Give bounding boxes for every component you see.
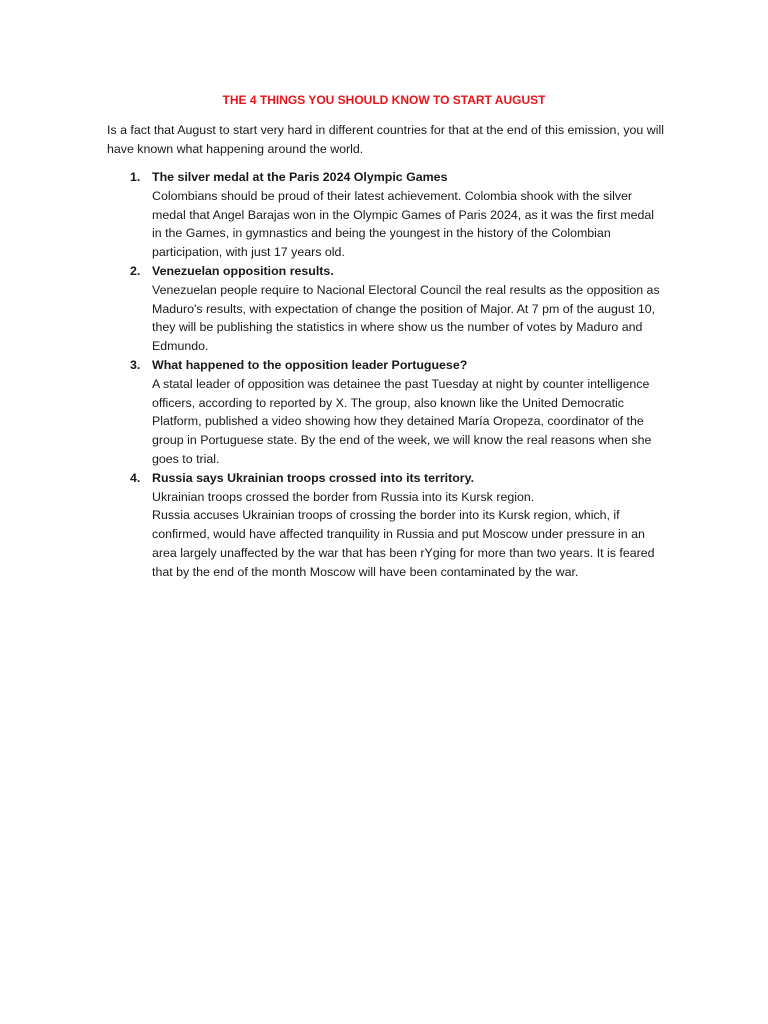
- item-heading: What happened to the opposition leader Portuguese?: [152, 357, 468, 372]
- item-heading: The silver medal at the Paris 2024 Olympic Games: [152, 170, 448, 184]
- list-item: [107, 469, 667, 582]
- item-paragraph: Colombians should be proud of their latest achievement. Colombia shook with the silver medal that Angel Barajas won in the Olympic Games of Paris 2024, as it was the first medal in the Games, in gymnastics and being the youngest in the history of the Colombian participation, with just 17 years old.: [152, 188, 655, 260]
- numbered-list: [107, 168, 667, 582]
- item-paragraph: Venezuelan people require to Nacional Electoral Council the real results as the opposition as Maduro's results, with expectation of change the position of Major. At 7 pm of the august 10, they will be publishing the statistics in where show us the number of votes by Maduro and Edmundo.: [152, 282, 660, 354]
- item-heading: Venezuelan opposition results.: [152, 263, 334, 278]
- document-title: THE 4 THINGS YOU SHOULD KNOW TO START AUGUST: [222, 93, 546, 107]
- list-item: [107, 168, 667, 262]
- item-number: 1.: [130, 170, 141, 184]
- list-item: [107, 356, 667, 469]
- item-paragraph: A statal leader of opposition was detainee the past Tuesday at night by counter intelligence officers, according to reported by X. The group, also known like the United Democratic Platform, published a video showing how they detained María Oropeza, coordinator of the group in Portuguese state. By the end of the week, we will know the real reasons when she goes to trial.: [152, 376, 652, 466]
- item-paragraph: Russia accuses Ukrainian troops of crossing the border into its Kursk region, which, if confirmed, would have affected tranquility in Russia and put Moscow under pressure in an area largely unaffected by the war that has been rYging for more than two years. It is feared that by the end of the month Moscow will have been contaminated by the war.: [152, 508, 655, 579]
- item-number: 3.: [130, 357, 141, 372]
- item-paragraph: Ukrainian troops crossed the border from Russia into its Kursk region.: [152, 489, 535, 504]
- intro-paragraph: Is a fact that August to start very hard in different countries for that at the end of this emission, you will have known what happening around the world.: [107, 123, 664, 156]
- item-heading: Russia says Ukrainian troops crossed into its territory.: [152, 470, 475, 485]
- item-number: 2.: [130, 263, 141, 278]
- list-item: [107, 262, 667, 356]
- item-number: 4.: [130, 470, 141, 485]
